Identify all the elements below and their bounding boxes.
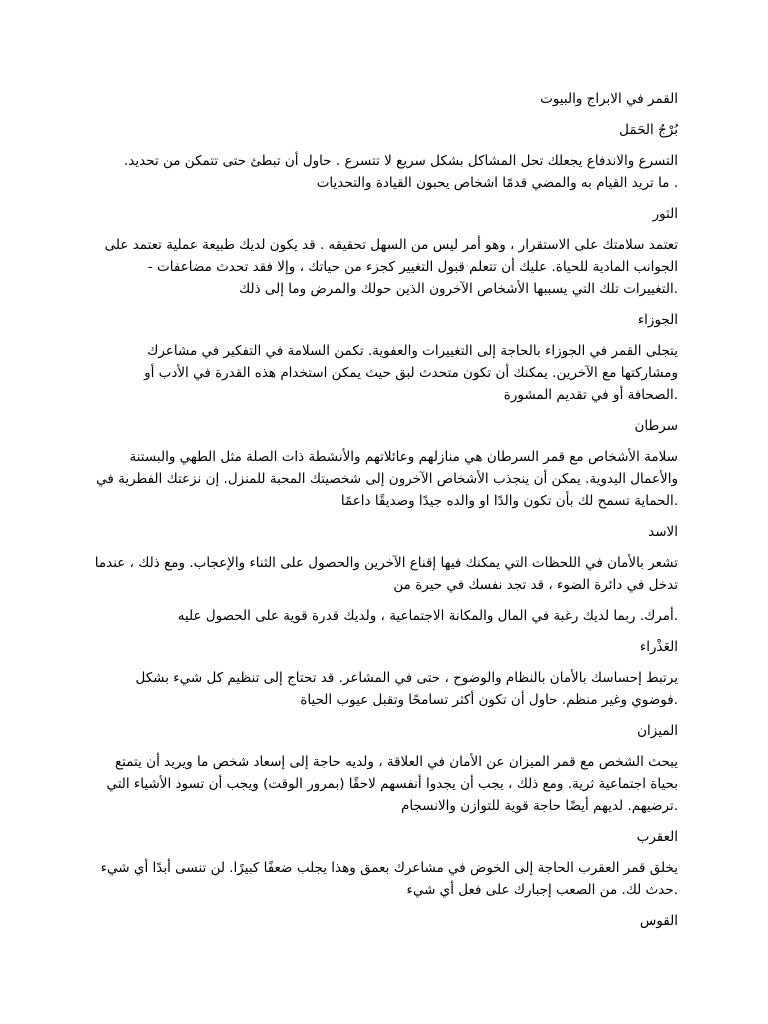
paragraph bbox=[83, 667, 678, 711]
paragraph-line: التسرع والاندفاع يجعلك تحل المشاكل بشكل سريع لا تتسرع . حاول أن تبطئ حتى تتمكن من تحديد. bbox=[124, 153, 678, 169]
zodiac-heading: الثور bbox=[652, 206, 678, 222]
paragraph-line: .فوضوي وغير منظم. حاول أن تكون أكثر تسامحًا وتقبل عيوب الحياة bbox=[300, 692, 678, 708]
paragraph-line: يبحث الشخص مع قمر الميزان عن الأمان في العلاقة ، ولديه حاجة إلى إسعاد شخص ما ويريد أن يتمتع bbox=[114, 754, 678, 770]
paragraph bbox=[83, 340, 678, 406]
zodiac-heading: بُرْجُ الحَمَل bbox=[619, 122, 678, 138]
paragraph-line: الجوانب المادية للحياة. عليك أن تتعلم قبول التغيير كجزء من حياتك ، وإلا فقد تحدث مضاعفات - bbox=[147, 259, 678, 275]
paragraph-line: .الصحافة أو في تقديم المشورة bbox=[503, 387, 678, 403]
zodiac-heading: الجوزاء bbox=[637, 312, 678, 328]
paragraph-line: ومشاركتها مع الآخرين. يمكنك أن تكون متحدث لبق حيث يمكن استخدام هذه القدرة في الأدب أو bbox=[144, 365, 678, 381]
paragraph-line: تشعر بالأمان في اللحظات التي يمكنك فيها إقناع الآخرين والحصول على الثناء والإعجاب. ومع ذلك ، عندما bbox=[94, 555, 678, 571]
paragraph-line: يتجلى القمر في الجوزاء بالحاجة إلى التغييرات والعفوية. تكمن السلامة في التفكير في مشاعرك bbox=[147, 343, 678, 359]
zodiac-heading: العَذْراء bbox=[639, 639, 678, 655]
paragraph-line: بحياة اجتماعية ثرية. ومع ذلك ، يجب أن يجدوا أنفسهم لاحقًا (بمرور الوقت) ويجب أن تسود الأشياء التي bbox=[106, 776, 678, 792]
paragraph bbox=[83, 857, 678, 901]
zodiac-heading: الميزان bbox=[637, 723, 678, 739]
paragraph bbox=[83, 446, 678, 512]
paragraph-line: .حدث لك. من الصعب إجبارك على فعل أي شيء bbox=[406, 882, 678, 898]
paragraph-line: .أمرك. ربما لديك رغبة في المال والمكانة الاجتماعية ، ولديك قدرة قوية على الحصول عليه bbox=[177, 608, 678, 624]
paragraph bbox=[83, 150, 678, 194]
paragraph-line: والأعمال اليدوية. يمكن أن ينجذب الأشخاص الآخرون إلى شخصيتك المحبة للمنزل. إن نزعتك الفطرية في bbox=[96, 471, 678, 487]
zodiac-heading: سرطان bbox=[634, 418, 678, 434]
zodiac-heading: العقرب bbox=[636, 829, 678, 845]
paragraph-line: يرتبط إحساسك بالأمان بالنظام والوضوح ، حتى في المشاعر. قد تحتاج إلى تنظيم كل شيء بشكل bbox=[135, 670, 678, 686]
paragraph bbox=[83, 605, 678, 627]
paragraph bbox=[83, 552, 678, 596]
paragraph-line: يخلق قمر العقرب الحاجة إلى الخوض في مشاعرك بعمق وهذا يجلب ضعفًا كبيرًا. لن تنسى أبدًا أي شيء bbox=[100, 860, 678, 876]
paragraph-line: .الحماية تسمح لك بأن تكون والدًا او والده جيدًا وصديقًا داعمًا bbox=[340, 493, 678, 509]
zodiac-heading: الاسد bbox=[648, 524, 678, 540]
paragraph-line: .ترضيهم. لديهم أيضًا حاجة قوية للتوازن والانسجام bbox=[400, 798, 678, 814]
paragraph-line: سلامة الأشخاص مع قمر السرطان هي منازلهم وعائلاتهم والأنشطة ذات الصلة مثل الطهي والبستنة bbox=[129, 449, 678, 465]
zodiac-heading: القوس bbox=[639, 913, 678, 929]
document-title: القمر في الابراج والبيوت bbox=[540, 91, 678, 107]
paragraph bbox=[83, 751, 678, 817]
paragraph bbox=[83, 234, 678, 300]
paragraph-line: . ما تريد القيام به والمضي قدمًا اشخاص يحبون القيادة والتحديات bbox=[316, 175, 678, 191]
paragraph-line: .التغييرات تلك التي يسببها الأشخاص الآخرون الذين حولك والمرض وما إلى ذلك bbox=[239, 281, 678, 297]
document-body bbox=[83, 88, 678, 941]
paragraph-line: تعتمد سلامتك على الاستقرار ، وهو أمر ليس من السهل تحقيقه . قد يكون لديك طبيعة عملية تعتمد على bbox=[104, 237, 678, 253]
paragraph-line: تدخل في دائرة الضوء ، قد تجد نفسك في حيرة من bbox=[393, 577, 678, 593]
